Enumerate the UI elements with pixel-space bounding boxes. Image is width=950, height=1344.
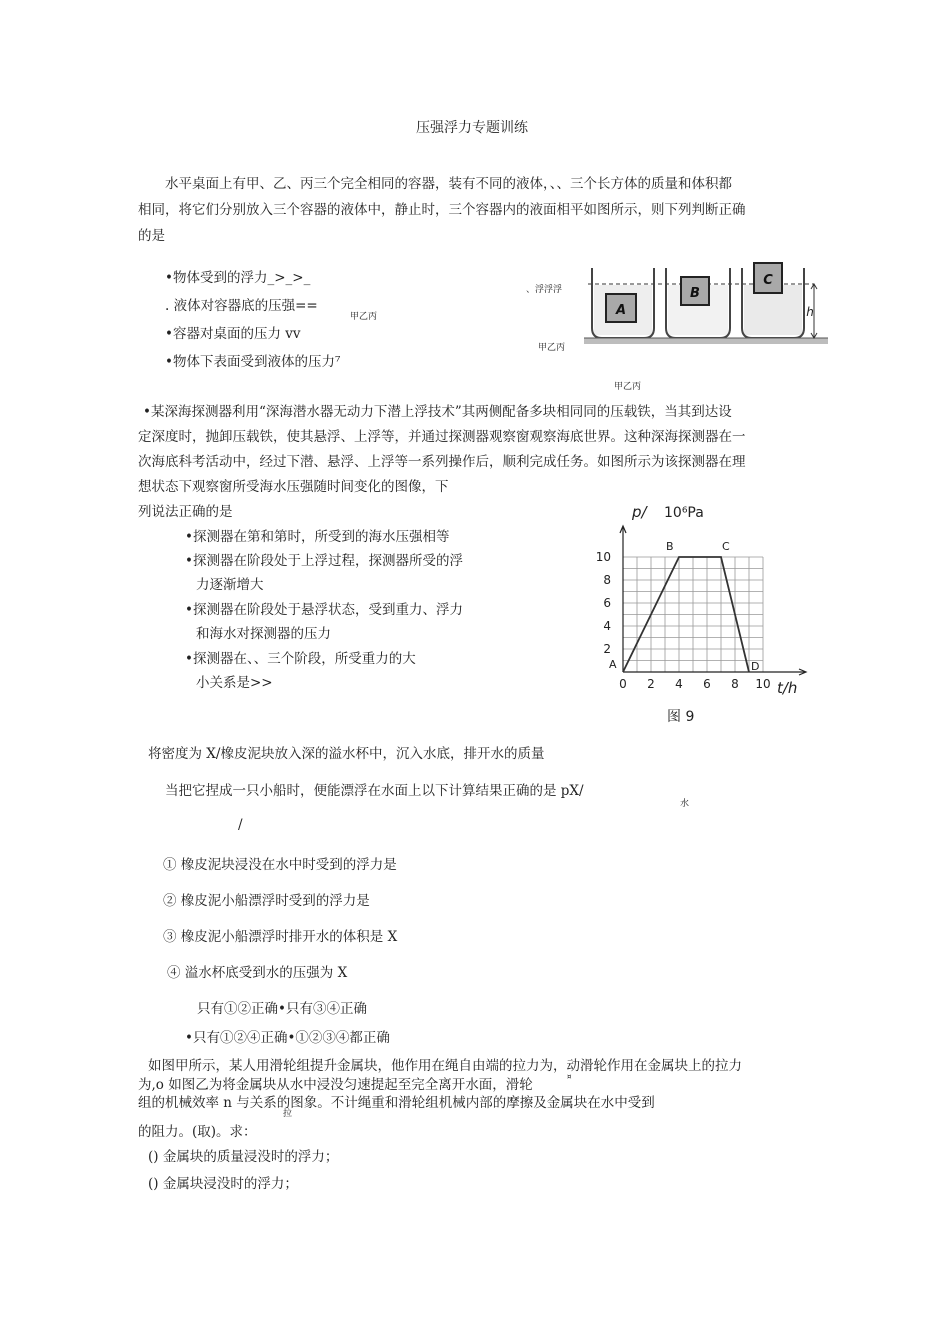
y-tick-label: 10 — [595, 550, 611, 564]
q1-option: . 液体对容器底的压强== — [165, 298, 318, 314]
q1-figure-caption: 甲乙丙 — [614, 382, 642, 392]
chart-axes — [620, 526, 806, 675]
block-a-label: A — [615, 303, 627, 318]
q2-option: •探测器在阶段处于悬浮状态，受到重力、浮力 — [185, 602, 463, 618]
q2-option-cont: 力逐渐增大 — [196, 577, 264, 593]
q1-intro-line: 相同，将它们分别放入三个容器的液体中，静止时，三个容器内的液面相平如图所示，则下列判断正确 — [138, 202, 746, 218]
q4-line: 组的机械效率 n 与关系的图象。不计绳重和滑轮组机械内部的摩擦及金属块在水中受到 — [138, 1095, 655, 1111]
q2-option-cont: 小关系是>> — [196, 675, 273, 691]
x-tick-label: 4 — [675, 677, 683, 691]
chart-ylabel: p/ — [632, 503, 647, 521]
chart-ylabel-unit: 10⁶Pa — [664, 505, 704, 521]
q1-option: •物体受到的浮力_>_>_ — [165, 270, 311, 286]
q1-figure-under-label: 甲乙丙 — [538, 343, 566, 353]
q3-slash: / — [238, 817, 243, 833]
q3-line: 将密度为 X/橡皮泥块放入深的溢水杯中，沉入水底，排开水的质量 — [148, 746, 545, 762]
q3-line: 当把它捏成一只小船时，便能漂浮在水面上以下计算结果正确的是 pX/ — [165, 783, 584, 799]
pressure-time-chart — [590, 495, 820, 730]
point-label: C — [722, 540, 730, 553]
q1-option: •容器对桌面的压力 vv — [165, 326, 301, 342]
q1-figure-left-label: 、浮浮浮 — [526, 285, 563, 295]
y-tick-label: 2 — [603, 642, 611, 656]
q2-line: •某深海探测器利用“深海潜水器无动力下潜上浮技术”其两侧配备多块相同同的压载铁，当其到达设 — [143, 404, 732, 420]
q3-item: ④ 溢水杯底受到水的压强为 X — [167, 965, 348, 981]
q3-sub-water: 水 — [680, 799, 690, 809]
containers-figure — [584, 258, 828, 348]
q4-line: 为,o 如图乙为将金属块从水中浸没匀速提起至完全离开水面，滑轮 — [138, 1077, 533, 1093]
y-tick-label: 4 — [603, 619, 611, 633]
page-title: 压强浮力专题训练 — [416, 120, 528, 136]
q1-note: 甲乙丙 — [350, 312, 378, 322]
q2-option-cont: 和海水对探测器的压力 — [196, 626, 331, 642]
q1-option: •物体下表面受到液体的压力⁷ — [165, 354, 341, 370]
q2-option: •探测器在第和第时，所受到的海水压强相等 — [185, 529, 450, 545]
q3-item: ① 橡皮泥块浸没在水中时受到的浮力是 — [163, 857, 397, 873]
q1-intro-line: 的是 — [138, 228, 165, 244]
q2-option: •探测器在、、三个阶段，所受重力的大 — [185, 651, 416, 667]
q1-intro-line: 水平桌面上有甲、乙、丙三个完全相同的容器，装有不同的液体，、、三个长方体的质量和体积都 — [165, 176, 732, 192]
q3-item: ② 橡皮泥小船漂浮时受到的浮力是 — [163, 893, 370, 909]
q2-line: 定深度时，抛卸压载铁，使其悬浮、上浮等，并通过探测器观察窗观察海底世界。这种深海探测器在一 — [138, 429, 746, 445]
chart-caption: 图 9 — [667, 709, 695, 725]
chart-xlabel: t/h — [777, 679, 798, 697]
q3-choices: 只有①②正确•只有③④正确 — [197, 1001, 367, 1017]
block-b-label: B — [690, 286, 700, 301]
x-tick-label: 10 — [755, 677, 771, 691]
q4-line: () 金属块浸没时的浮力； — [148, 1176, 298, 1192]
chart-grid — [623, 557, 763, 672]
q3-choices: •只有①②④正确•①②③④都正确 — [185, 1030, 390, 1046]
q2-line: 列说法正确的是 — [138, 504, 233, 520]
y-tick-label: 6 — [603, 596, 611, 610]
x-tick-label: 0 — [619, 677, 627, 691]
x-tick-label: 8 — [731, 677, 739, 691]
q4-line: () 金属块的质量浸没时的浮力； — [148, 1149, 339, 1165]
q4-sub-la: 拉 — [283, 1109, 293, 1119]
q4-line: 的阻力。(取)。求： — [138, 1124, 257, 1140]
q2-line: 次海底科考活动中，经过下潜、悬浮、上浮等一系列操作后，顺利完成任务。如图所示为该探测器在理 — [138, 454, 746, 470]
point-label: D — [751, 660, 760, 673]
q3-item: ③ 橡皮泥小船漂浮时排开水的体积是 X — [163, 929, 398, 945]
block-c-label: C — [763, 273, 773, 288]
height-label: h — [806, 305, 814, 319]
point-label: A — [609, 658, 617, 671]
chart-ticks — [596, 550, 771, 691]
x-tick-label: 6 — [703, 677, 711, 691]
q2-option: •探测器在阶段处于上浮过程，探测器所受的浮 — [185, 553, 463, 569]
q2-line: 想状态下观察窗所受海水压强随时间变化的图像，下 — [138, 479, 449, 495]
q4-sup-mark: ¤ — [567, 1073, 572, 1081]
x-tick-label: 2 — [647, 677, 655, 691]
q4-line: 如图甲所示，某人用滑轮组提升金属块，他作用在绳自由端的拉力为，动滑轮作用在金属块上的拉力 — [148, 1058, 742, 1074]
point-label: B — [666, 540, 674, 553]
y-tick-label: 8 — [603, 573, 611, 587]
